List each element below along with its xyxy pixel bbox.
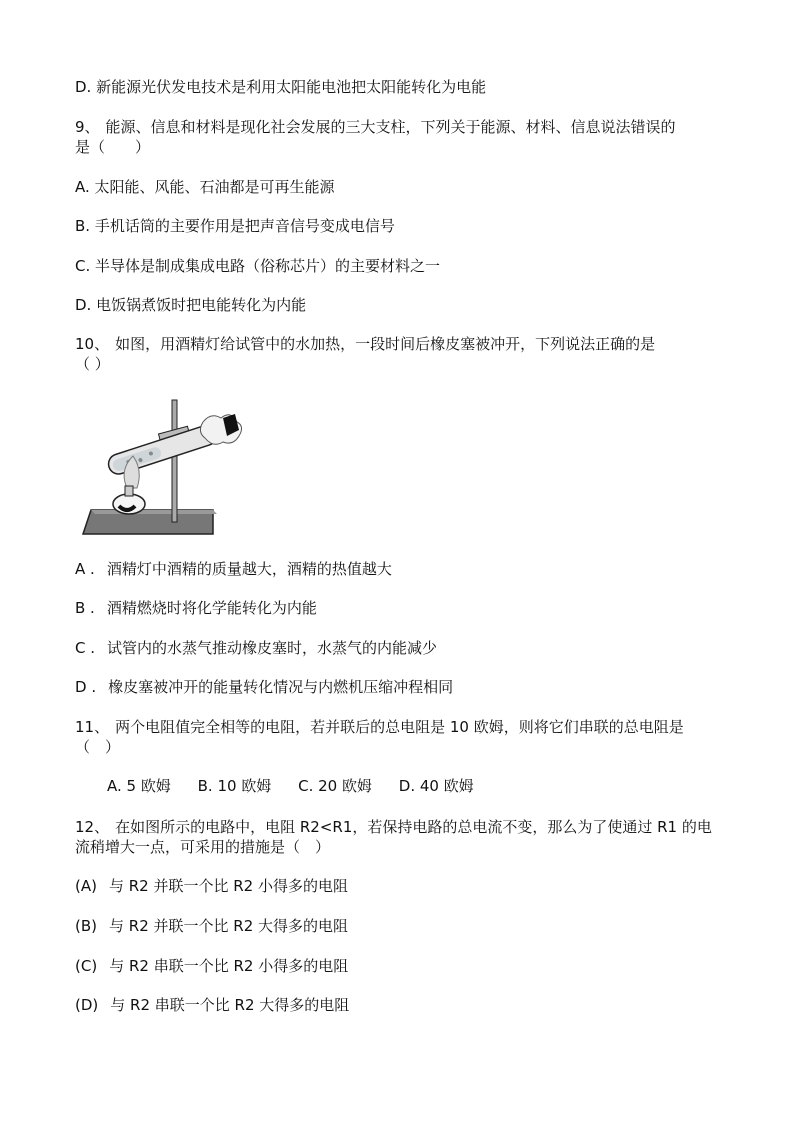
q12-option-b (75, 916, 348, 936)
q9-stem-text: 能源、信息和材料是现化社会发展的三大支柱，下列关于能源、材料、信息说法错误的 (105, 118, 676, 136)
q9-option-d: D. 电饭锅煮饭时把电能转化为内能 (75, 296, 307, 314)
stand-rod (172, 400, 177, 522)
q11-option-b: B. 10 欧姆 (197, 777, 272, 795)
q9-option-c: C. 半导体是制成集成电路（俗称芯片）的主要材料之一 (75, 257, 441, 275)
q10-option-a-text: 酒精灯中酒精的质量越大，酒精的热值越大 (106, 560, 392, 578)
q9-stem-line1 (75, 117, 676, 137)
q10-number: 10、 (75, 335, 110, 353)
q10-option-c (75, 638, 437, 658)
q12-option-a-text: 与 R2 并联一个比 R2 小得多的电阻 (108, 877, 348, 895)
q12-option-d-text: 与 R2 串联一个比 R2 大得多的电阻 (110, 996, 350, 1014)
q10-option-c-label: C . (75, 639, 96, 657)
lab-apparatus-illustration (77, 392, 247, 540)
q11-options (107, 776, 496, 796)
q12-option-b-label: (B) (75, 917, 97, 935)
q10-option-b-text: 酒精燃烧时将化学能转化为内能 (106, 599, 317, 617)
q9-stem-line2: 是（ ） (75, 138, 151, 156)
q12-stem-line1 (75, 817, 712, 837)
q10-stem-line2: （ ） (75, 355, 110, 373)
q11-stem-text: 两个电阻值完全相等的电阻，若并联后的总电阻是 10 欧姆，则将它们串联的总电阻是 (115, 718, 684, 736)
q8-option-d: D. 新能源光伏发电技术是利用太阳能电池把太阳能转化为电能 (75, 78, 487, 96)
q11-stem-line2: （ ） (75, 738, 121, 756)
q11-option-d: D. 40 欧姆 (398, 777, 474, 795)
q12-option-c-text: 与 R2 串联一个比 R2 小得多的电阻 (109, 957, 349, 975)
q10-stem-line1 (75, 334, 655, 354)
q9-option-b: B. 手机话筒的主要作用是把声音信号变成电信号 (75, 217, 395, 235)
q11-stem-line1 (75, 717, 684, 737)
q12-option-b-text: 与 R2 并联一个比 R2 大得多的电阻 (109, 917, 349, 935)
q12-option-c (75, 956, 348, 976)
q10-option-a (75, 559, 392, 579)
q10-option-b (75, 598, 317, 618)
q12-stem-text: 在如图所示的电路中，电阻 R2<R1，若保持电路的总电流不变，那么为了使通过 R1 的电 (115, 818, 712, 836)
q12-option-d-label: (D) (75, 996, 99, 1014)
q11-option-c: C. 20 欧姆 (298, 777, 372, 795)
q9-number: 9、 (75, 118, 100, 136)
q11-number: 11、 (75, 718, 110, 736)
q10-stem-text: 如图，用酒精灯给试管中的水加热，一段时间后橡皮塞被冲开，下列说法正确的是 (115, 335, 656, 353)
q12-option-a (75, 876, 348, 896)
q11-option-a: A. 5 欧姆 (107, 777, 171, 795)
q12-number: 12、 (75, 818, 110, 836)
q12-stem-line2: 流稍增大一点，可采用的措施是（ ） (75, 838, 331, 856)
q10-option-d-text: 橡皮塞被冲开的能量转化情况与内燃机压缩冲程相同 (108, 678, 454, 696)
q10-option-a-label: A . (75, 560, 95, 578)
q10-option-c-text: 试管内的水蒸气推动橡皮塞时，水蒸气的内能减少 (107, 639, 438, 657)
q12-option-a-label: (A) (75, 877, 97, 895)
q12-option-d (75, 995, 349, 1015)
q10-option-d-label: D . (75, 678, 97, 696)
q10-option-d (75, 677, 453, 697)
q12-option-c-label: (C) (75, 957, 98, 975)
q10-option-b-label: B . (75, 599, 95, 617)
q9-option-a: A. 太阳能、风能、石油都是可再生能源 (75, 178, 335, 196)
